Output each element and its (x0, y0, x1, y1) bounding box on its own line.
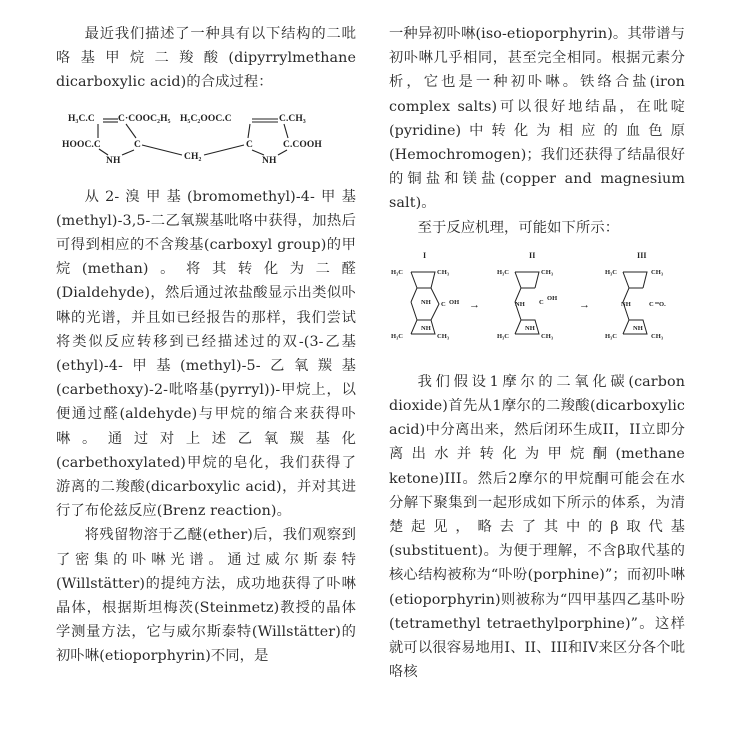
reaction-arrow: → (469, 298, 481, 311)
formula-label: NH (515, 300, 525, 308)
right-column (389, 22, 685, 684)
formula-label: H₃C.C (68, 113, 95, 124)
structure-label: III (637, 250, 647, 260)
formula-label: NH (633, 324, 643, 332)
formula-label: HOOC.C (62, 139, 101, 150)
formula-label: C (246, 139, 253, 150)
dipyrrylmethane-formula (56, 95, 356, 185)
structure-label: II (529, 250, 536, 260)
formula-label: C (649, 300, 654, 308)
bond (142, 145, 182, 155)
paragraph: 一种异初卟啉(iso-etioporphyrin)。其带谱与初卟啉几乎相同，甚至完全相同。根据元素分析，它也是一种初卟啉。铁络合盐(iron complex salts)可以很好地结晶，在吡啶(pyridine)中转化为相应的血色原(Hemochromogen)；我们还获得了结晶很好的铜盐和镁盐(copper and magnesium salt)。 (389, 26, 685, 212)
formula-label: CH₃ (651, 332, 663, 340)
formula-label: H₃C (605, 268, 617, 276)
ring-bond (411, 272, 417, 302)
paragraph: 至于反应机理，可能如下所示： (417, 219, 620, 236)
bond (252, 150, 264, 155)
formula-label: OH (449, 298, 460, 306)
reaction-arrow: → (579, 298, 591, 311)
formula-label: H₃C (391, 332, 403, 340)
bond (284, 124, 288, 138)
formula-label: NH (421, 298, 431, 306)
paragraph: 将残留物溶于乙醚(ether)后，我们观察到了密集的卟啉光谱。通过威尔斯泰特(Willstätter)的提纯方法，成功地获得了卟啉晶体，根据斯坦梅茨(Steinmetz)教授的晶体学测量方法，它与威尔斯泰特(Willstätter)的初卟啉(etioporphyrin)不同，是 (56, 527, 356, 665)
ring-bond (623, 272, 647, 288)
formula-label: H₃C (497, 332, 509, 340)
paragraph: 我们假设1摩尔的二氧化碳(carbon dioxide)首先从1摩尔的二羧酸(dicarboxylic acid)中分离出来，然后闭环生成II，II立即分离出水并转化为甲烷酮(methane ketone)III。然后2摩尔的甲烷酮可能会在水分解下聚集到一起形成如下所示的体系，为清楚起见，略去了其中的β取代基(substituent)。为便于理解，不含β取代基的核心结构被称为“卟吩(porphine)”；而初卟啉(etioporphyrin)则被称为“四甲基四乙基卟吩(tetramethyl tetraethylporphine)”。这样就可以很容易地用I、II、III和IV来区分各个吡咯核 (389, 373, 685, 681)
formula-label: NH (106, 155, 121, 166)
formula-label: OH (547, 294, 558, 302)
bond (248, 124, 250, 138)
bond (122, 150, 134, 155)
formula-label: C (539, 298, 544, 306)
ring-bond (515, 272, 521, 302)
left-column (56, 22, 356, 669)
formula-label: CH₃ (541, 268, 553, 276)
formula-label: CH₃ (437, 268, 449, 276)
formula-label: CH₂ (184, 151, 202, 162)
formula-label: C·COOC₂H₅ (118, 113, 171, 124)
formula-label: C (441, 300, 446, 308)
bond (278, 150, 287, 155)
formula-label: CH₃ (541, 332, 553, 340)
formula-label: H₃C (605, 332, 617, 340)
formula-label: NH (525, 324, 535, 332)
formula-label: CH₃ (651, 268, 663, 276)
bond (204, 145, 244, 155)
formula-label: C.CH₃ (279, 113, 306, 124)
formula-label: H₃C (391, 268, 403, 276)
structure-label: I (423, 250, 427, 260)
formula-label: NH (262, 155, 277, 166)
ring-bond (411, 272, 435, 288)
reaction-mechanism-figure (389, 240, 685, 370)
formula-label: CH₃ (437, 332, 449, 340)
paragraph: 最近我们描述了一种具有以下结构的二吡咯基甲烷二羧酸(dipyrrylmethane dicarboxylic acid)的合成过程： (56, 26, 356, 91)
ring-bond (411, 302, 417, 334)
bond (99, 149, 108, 155)
formula-label: NH (621, 300, 631, 308)
formula-label: C (134, 139, 141, 150)
bond (431, 288, 439, 320)
bond (126, 124, 136, 138)
formula-label: NH (421, 324, 431, 332)
formula-label: O. (659, 300, 666, 308)
ring-bond (515, 272, 539, 288)
formula-label: H₅C₂OOC.C (180, 113, 232, 124)
paragraph: 从2-溴甲基(bromomethyl)-4-甲基(methyl)-3,5-二乙氧羰基吡咯中获得，加热后可得到相应的不含羧基(carboxyl group)的甲烷(methan)。将其转化为二醛(Dialdehyde)，然后通过浓盐酸显示出类似卟啉的光谱，并且如已经报告的那样，我们尝试将类似反应转移到已经描述过的双-(3-乙基(ethyl)-4-甲基(methyl)-5-乙氧羰基(carbethoxy)-2-吡咯基(pyrryl))-甲烷上，以便通过醛(aldehyde)与甲烷的缩合来获得卟啉。通过对上述乙氧羰基化(carbethoxylated)甲烷的皂化，我们获得了游离的二羧酸(dicarboxylic acid)，并对其进行了布伦兹反应(Brenz reaction)。 (56, 188, 356, 520)
formula-label: C.COOH (283, 139, 322, 150)
ring-bond (623, 272, 629, 302)
formula-label: H₃C (497, 268, 509, 276)
